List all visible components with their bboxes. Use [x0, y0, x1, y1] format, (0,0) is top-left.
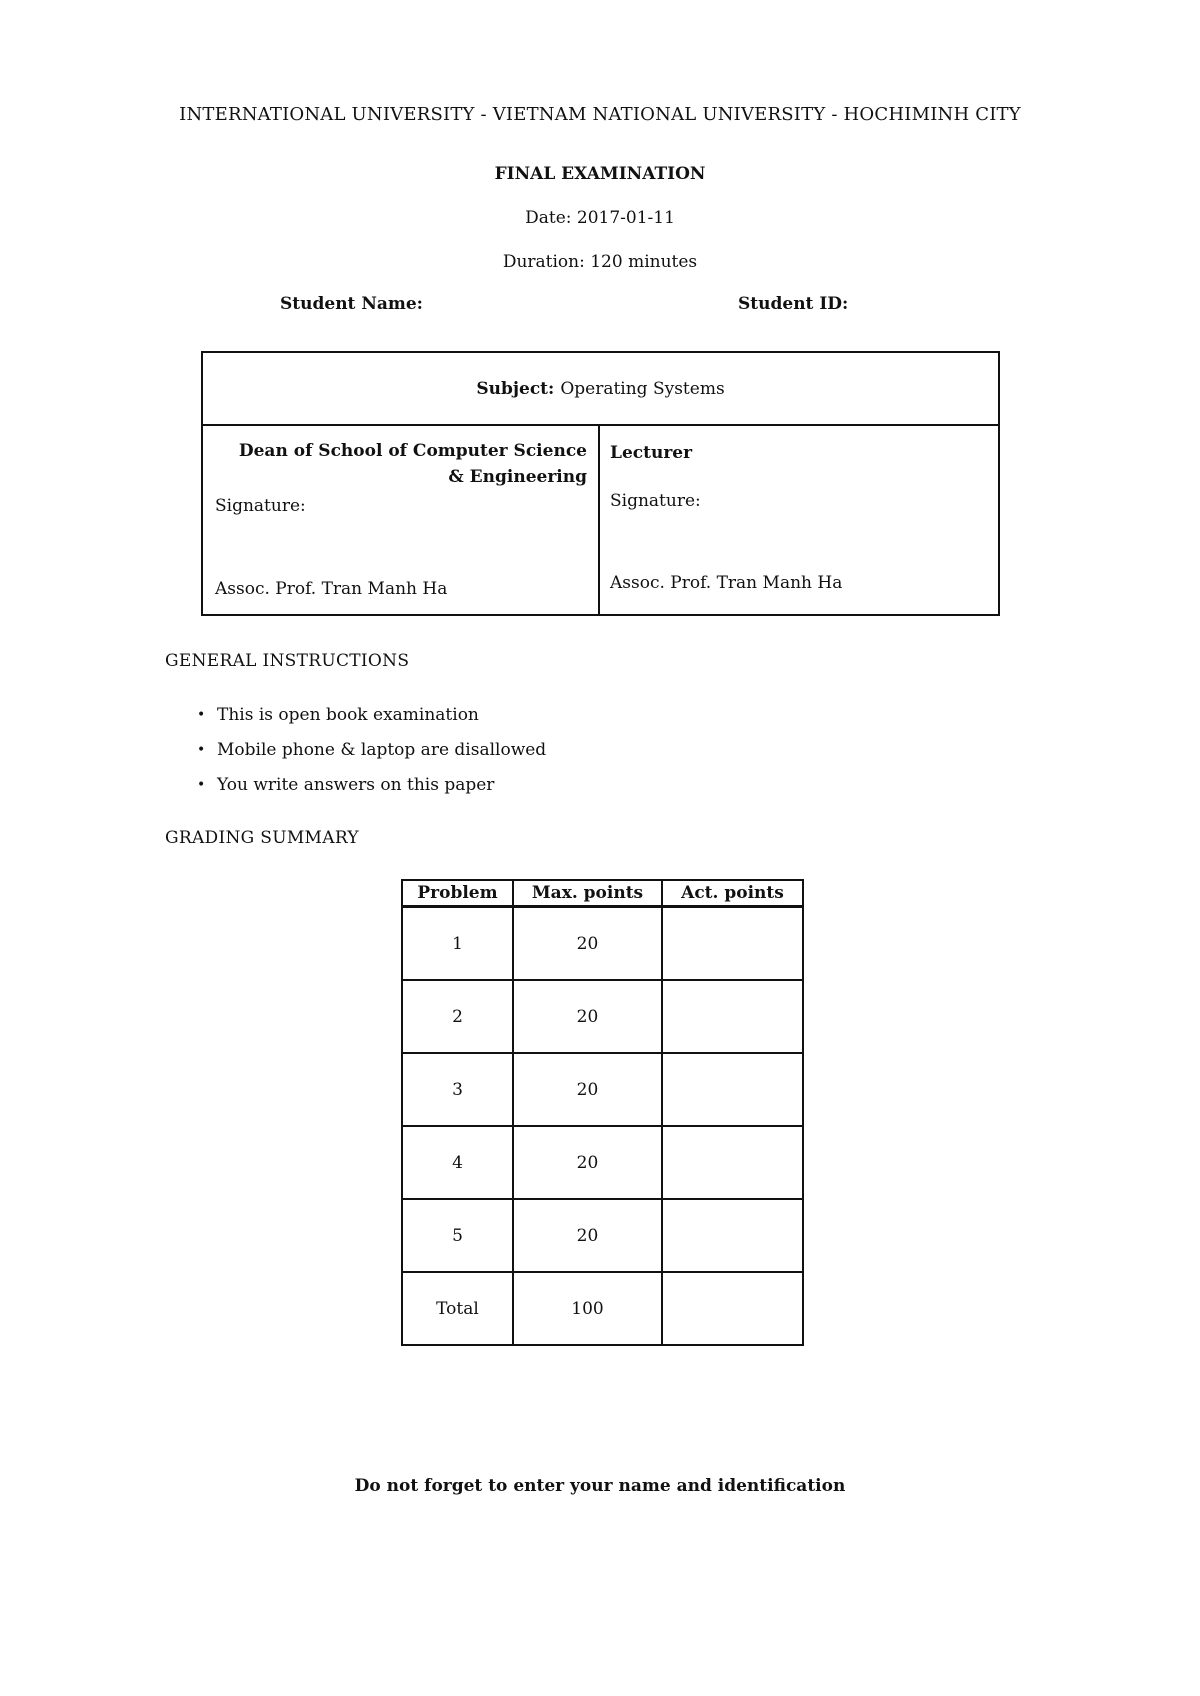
cell-act-points[interactable] [662, 907, 803, 981]
table-row [402, 980, 803, 1053]
dean-title-line2: & Engineering [448, 467, 587, 487]
cell-problem: 4 [402, 1126, 513, 1199]
cell-max-points: 20 [513, 1126, 662, 1199]
cell-max-points: 20 [513, 907, 662, 981]
cell-act-points[interactable] [662, 1199, 803, 1272]
cell-max-points: 100 [513, 1272, 662, 1345]
cell-problem: 1 [402, 907, 513, 981]
table-row [402, 1272, 803, 1345]
dean-signature-label: Signature: [215, 496, 306, 516]
list-item: • You write answers on this paper [197, 774, 546, 809]
signature-box [201, 351, 1000, 616]
exam-duration: Duration: 120 minutes [502, 252, 698, 272]
list-item: • Mobile phone & laptop are disallowed [197, 739, 546, 774]
student-id-label: Student ID: [738, 294, 849, 314]
table-row [402, 1053, 803, 1126]
cell-act-points[interactable] [662, 980, 803, 1053]
cell-problem: Total [402, 1272, 513, 1345]
cell-act-points[interactable] [662, 1126, 803, 1199]
university-name: INTERNATIONAL UNIVERSITY - VIETNAM NATIONAL UNIVERSITY - HOCHIMINH CITY [179, 104, 1021, 125]
instructions-list [197, 704, 546, 809]
cell-problem: 3 [402, 1053, 513, 1126]
grading-table [401, 879, 804, 1346]
lecturer-title: Lecturer [610, 443, 693, 463]
signature-divider [598, 426, 600, 614]
cell-problem: 5 [402, 1199, 513, 1272]
lecturer-name: Assoc. Prof. Tran Manh Ha [610, 573, 843, 593]
general-instructions-heading: GENERAL INSTRUCTIONS [165, 651, 410, 671]
table-row [402, 1126, 803, 1199]
cell-max-points: 20 [513, 1053, 662, 1126]
cell-act-points[interactable] [662, 1272, 803, 1345]
exam-date: Date: 2017-01-11 [525, 208, 675, 228]
subject-row [203, 353, 998, 426]
list-item: • This is open book examination [197, 704, 546, 739]
column-header-act-points: Act. points [662, 880, 803, 907]
table-header-row [402, 880, 803, 907]
exam-title: FINAL EXAMINATION [494, 164, 706, 184]
dean-title-line1: Dean of School of Computer Science [238, 441, 587, 461]
subject-label: Subject: [476, 378, 555, 399]
dean-title [213, 438, 587, 490]
subject-value: Operating Systems [560, 378, 725, 399]
footer-note: Do not forget to enter your name and identification [354, 1476, 846, 1496]
table-row [402, 1199, 803, 1272]
cell-problem: 2 [402, 980, 513, 1053]
column-header-problem: Problem [402, 880, 513, 907]
student-name-label: Student Name: [280, 294, 423, 314]
cell-max-points: 20 [513, 980, 662, 1053]
table-row [402, 907, 803, 981]
cell-max-points: 20 [513, 1199, 662, 1272]
dean-name: Assoc. Prof. Tran Manh Ha [215, 579, 448, 599]
grading-summary-heading: GRADING SUMMARY [165, 828, 359, 848]
lecturer-signature-label: Signature: [610, 491, 701, 511]
cell-act-points[interactable] [662, 1053, 803, 1126]
column-header-max-points: Max. points [513, 880, 662, 907]
